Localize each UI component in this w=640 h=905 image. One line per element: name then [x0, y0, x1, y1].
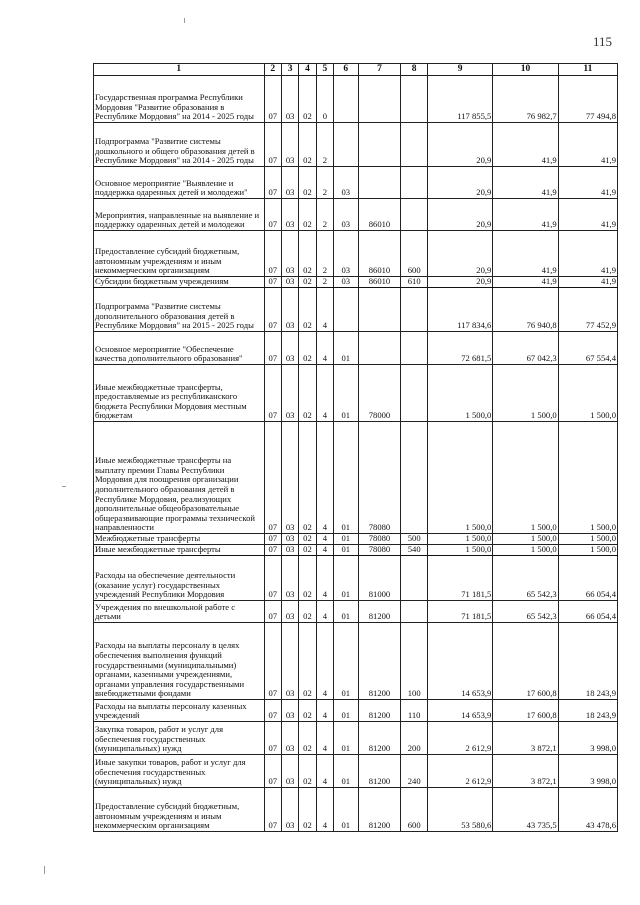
amount-cell: 1 500,0: [558, 422, 617, 534]
code-cell: 03: [281, 788, 298, 832]
row-name: Расходы на обеспечение деятельности (оказание услуг) государственных учреждений Республики Мордовия: [94, 556, 265, 601]
code-cell: 07: [264, 422, 281, 534]
code-cell: 2: [316, 199, 333, 231]
code-cell: 500: [401, 534, 428, 545]
code-cell: 03: [281, 288, 298, 332]
amount-cell: 67 554,4: [558, 332, 617, 365]
amount-cell: 20,9: [427, 231, 492, 277]
code-cell: 4: [316, 556, 333, 601]
amount-cell: 3 872,1: [493, 755, 558, 788]
column-header: 9: [427, 64, 492, 76]
code-cell: 03: [281, 422, 298, 534]
code-cell: 03: [281, 623, 298, 700]
code-cell: 81200: [358, 601, 401, 623]
code-cell: 81000: [358, 556, 401, 601]
code-cell: 03: [281, 76, 298, 123]
table-row: [94, 788, 618, 832]
amount-cell: 20,9: [427, 277, 492, 288]
code-cell: 0: [316, 76, 333, 123]
code-cell: [401, 332, 428, 365]
code-cell: 02: [299, 76, 316, 123]
code-cell: [401, 199, 428, 231]
code-cell: 03: [281, 601, 298, 623]
code-cell: 4: [316, 422, 333, 534]
code-cell: 07: [264, 556, 281, 601]
code-cell: 4: [316, 788, 333, 832]
table-row: [94, 123, 618, 167]
code-cell: 01: [334, 601, 359, 623]
amount-cell: 71 181,5: [427, 601, 492, 623]
scan-mark: [184, 18, 185, 23]
column-header: 6: [334, 64, 359, 76]
code-cell: 02: [299, 534, 316, 545]
table-row: [94, 601, 618, 623]
row-name: Подпрограмма "Развитие системы дошкольного и общего образования детей в Республике Мордовия" на 2014 - 2025 годы: [94, 123, 265, 167]
amount-cell: 66 054,4: [558, 556, 617, 601]
table-row: [94, 199, 618, 231]
amount-cell: 77 494,8: [558, 76, 617, 123]
amount-cell: 2 612,9: [427, 722, 492, 755]
amount-cell: 65 542,3: [493, 601, 558, 623]
table-row: [94, 556, 618, 601]
code-cell: 81200: [358, 623, 401, 700]
amount-cell: 53 580,6: [427, 788, 492, 832]
code-cell: 81200: [358, 700, 401, 722]
code-cell: 01: [334, 332, 359, 365]
amount-cell: 41,9: [493, 231, 558, 277]
amount-cell: 76 982,7: [493, 76, 558, 123]
amount-cell: 1 500,0: [493, 422, 558, 534]
code-cell: 03: [281, 534, 298, 545]
row-name: Расходы на выплаты персоналу в целях обеспечения выполнения функций государственными (муниципальными) органами, казенными учреждениями, органами управления государственными внебюджетными фондами: [94, 623, 265, 700]
code-cell: 07: [264, 277, 281, 288]
code-cell: [358, 123, 401, 167]
row-name: Субсидии бюджетным учреждениям: [94, 277, 265, 288]
amount-cell: 17 600,8: [493, 700, 558, 722]
code-cell: 03: [281, 199, 298, 231]
amount-cell: 20,9: [427, 199, 492, 231]
scan-mark: [62, 486, 66, 487]
code-cell: [401, 601, 428, 623]
amount-cell: 1 500,0: [427, 545, 492, 556]
budget-table: [93, 63, 618, 832]
code-cell: 03: [281, 277, 298, 288]
amount-cell: 41,9: [558, 277, 617, 288]
amount-cell: 71 181,5: [427, 556, 492, 601]
code-cell: 01: [334, 365, 359, 422]
row-name: Иные межбюджетные трансферты на выплату премии Главы Республики Мордовия для поощрения организации дополнительного образования детей в Республике Мордовия, реализующих дополнительные общеобразовательные общеразвивающие программы технической направленности: [94, 422, 265, 534]
code-cell: 200: [401, 722, 428, 755]
code-cell: 07: [264, 76, 281, 123]
column-header: 8: [401, 64, 428, 76]
code-cell: 01: [334, 623, 359, 700]
amount-cell: 1 500,0: [558, 534, 617, 545]
amount-cell: 66 054,4: [558, 601, 617, 623]
code-cell: [358, 167, 401, 199]
amount-cell: 1 500,0: [558, 365, 617, 422]
code-cell: [401, 123, 428, 167]
amount-cell: 1 500,0: [427, 365, 492, 422]
row-name: Основное мероприятие "Обеспечение качества дополнительного образования": [94, 332, 265, 365]
amount-cell: 41,9: [493, 277, 558, 288]
code-cell: 4: [316, 288, 333, 332]
row-name: Иные закупки товаров, работ и услуг для обеспечения государственных (муниципальных) нужд: [94, 755, 265, 788]
amount-cell: 41,9: [558, 231, 617, 277]
code-cell: 4: [316, 700, 333, 722]
code-cell: 02: [299, 231, 316, 277]
code-cell: [401, 288, 428, 332]
code-cell: 07: [264, 231, 281, 277]
table-row: [94, 545, 618, 556]
row-name: Государственная программа Республики Мордовия "Развитие образования в Республике Мордовия" на 2014 - 2025 годы: [94, 76, 265, 123]
code-cell: 02: [299, 332, 316, 365]
amount-cell: 41,9: [558, 123, 617, 167]
code-cell: 03: [281, 332, 298, 365]
code-cell: 4: [316, 601, 333, 623]
code-cell: 03: [281, 123, 298, 167]
code-cell: 07: [264, 623, 281, 700]
amount-cell: 77 452,9: [558, 288, 617, 332]
amount-cell: 41,9: [493, 167, 558, 199]
code-cell: [334, 123, 359, 167]
code-cell: 03: [281, 755, 298, 788]
code-cell: 07: [264, 601, 281, 623]
code-cell: 02: [299, 365, 316, 422]
amount-cell: 41,9: [493, 199, 558, 231]
code-cell: [334, 288, 359, 332]
amount-cell: 1 500,0: [427, 534, 492, 545]
table-row: [94, 534, 618, 545]
code-cell: 03: [281, 231, 298, 277]
row-name: Подпрограмма "Развитие системы дополнительного образования детей в Республике Мордовия" на 2015 - 2025 годы: [94, 288, 265, 332]
code-cell: 4: [316, 722, 333, 755]
code-cell: [401, 365, 428, 422]
code-cell: 02: [299, 422, 316, 534]
column-header: 7: [358, 64, 401, 76]
amount-cell: 1 500,0: [493, 534, 558, 545]
code-cell: 01: [334, 722, 359, 755]
table-row: [94, 755, 618, 788]
amount-cell: 1 500,0: [427, 422, 492, 534]
code-cell: 02: [299, 556, 316, 601]
code-cell: [358, 332, 401, 365]
table-row: [94, 277, 618, 288]
code-cell: 02: [299, 788, 316, 832]
code-cell: 07: [264, 722, 281, 755]
amount-cell: 18 243,9: [558, 700, 617, 722]
table-row: [94, 288, 618, 332]
table-row: [94, 365, 618, 422]
code-cell: 07: [264, 365, 281, 422]
amount-cell: 76 940,8: [493, 288, 558, 332]
code-cell: 02: [299, 722, 316, 755]
column-header: 1: [94, 64, 265, 76]
code-cell: 01: [334, 755, 359, 788]
amount-cell: 20,9: [427, 167, 492, 199]
amount-cell: 1 500,0: [493, 545, 558, 556]
code-cell: 2: [316, 277, 333, 288]
row-name: Иные межбюджетные трансферты: [94, 545, 265, 556]
page-number: 115: [593, 34, 613, 49]
code-cell: [401, 422, 428, 534]
code-cell: 03: [281, 365, 298, 422]
code-cell: 02: [299, 545, 316, 556]
code-cell: 2: [316, 123, 333, 167]
code-cell: 03: [281, 545, 298, 556]
code-cell: 02: [299, 277, 316, 288]
code-cell: 4: [316, 755, 333, 788]
code-cell: 03: [281, 700, 298, 722]
amount-cell: 43 735,5: [493, 788, 558, 832]
code-cell: [358, 76, 401, 123]
amount-cell: 18 243,9: [558, 623, 617, 700]
code-cell: 02: [299, 623, 316, 700]
header-row: [94, 64, 618, 76]
code-cell: 03: [281, 167, 298, 199]
code-cell: 86010: [358, 231, 401, 277]
code-cell: 78080: [358, 545, 401, 556]
code-cell: 07: [264, 545, 281, 556]
code-cell: 86010: [358, 199, 401, 231]
code-cell: [401, 167, 428, 199]
code-cell: 07: [264, 788, 281, 832]
code-cell: 01: [334, 556, 359, 601]
code-cell: 02: [299, 199, 316, 231]
amount-cell: 3 998,0: [558, 722, 617, 755]
row-name: Иные межбюджетные трансферты, предоставляемые из республиканского бюджета Республики Мордовия местным бюджетам: [94, 365, 265, 422]
code-cell: 07: [264, 700, 281, 722]
row-name: Мероприятия, направленные на выявление и поддержку одаренных детей и молодежи: [94, 199, 265, 231]
code-cell: 02: [299, 288, 316, 332]
code-cell: 01: [334, 534, 359, 545]
row-name: Расходы на выплаты персоналу казенных учреждений: [94, 700, 265, 722]
code-cell: 07: [264, 288, 281, 332]
code-cell: 07: [264, 123, 281, 167]
code-cell: 600: [401, 231, 428, 277]
code-cell: 81200: [358, 722, 401, 755]
table-row: [94, 231, 618, 277]
code-cell: 03: [334, 277, 359, 288]
code-cell: 02: [299, 755, 316, 788]
code-cell: 540: [401, 545, 428, 556]
code-cell: 600: [401, 788, 428, 832]
code-cell: 81200: [358, 788, 401, 832]
amount-cell: 41,9: [558, 199, 617, 231]
code-cell: 03: [281, 722, 298, 755]
code-cell: 07: [264, 534, 281, 545]
code-cell: 01: [334, 422, 359, 534]
amount-cell: 1 500,0: [493, 365, 558, 422]
code-cell: 03: [281, 556, 298, 601]
table-row: [94, 167, 618, 199]
code-cell: 100: [401, 623, 428, 700]
table-row: [94, 332, 618, 365]
amount-cell: 14 653,9: [427, 623, 492, 700]
row-name: Основное мероприятие "Выявление и поддержка одаренных детей и молодежи": [94, 167, 265, 199]
code-cell: 4: [316, 623, 333, 700]
amount-cell: 2 612,9: [427, 755, 492, 788]
amount-cell: 20,9: [427, 123, 492, 167]
row-name: Предоставление субсидий бюджетным, автономным учреждениям и иным некоммерческим организациям: [94, 231, 265, 277]
amount-cell: 117 855,5: [427, 76, 492, 123]
code-cell: 78080: [358, 534, 401, 545]
code-cell: 610: [401, 277, 428, 288]
code-cell: 4: [316, 545, 333, 556]
code-cell: 07: [264, 199, 281, 231]
row-name: Закупка товаров, работ и услуг для обеспечения государственных (муниципальных) нужд: [94, 722, 265, 755]
amount-cell: 67 042,3: [493, 332, 558, 365]
amount-cell: 117 834,6: [427, 288, 492, 332]
code-cell: 78080: [358, 422, 401, 534]
code-cell: 4: [316, 365, 333, 422]
code-cell: [401, 556, 428, 601]
table-row: [94, 722, 618, 755]
amount-cell: 3 872,1: [493, 722, 558, 755]
table-row: [94, 700, 618, 722]
code-cell: 78000: [358, 365, 401, 422]
column-header: 2: [264, 64, 281, 76]
code-cell: 02: [299, 167, 316, 199]
amount-cell: 41,9: [493, 123, 558, 167]
code-cell: 02: [299, 700, 316, 722]
row-name: Предоставление субсидий бюджетным, автономным учреждениям и иным некоммерческим организациям: [94, 788, 265, 832]
amount-cell: 43 478,6: [558, 788, 617, 832]
code-cell: 2: [316, 231, 333, 277]
code-cell: 4: [316, 332, 333, 365]
code-cell: 02: [299, 601, 316, 623]
code-cell: 07: [264, 755, 281, 788]
amount-cell: 72 681,5: [427, 332, 492, 365]
code-cell: 03: [334, 167, 359, 199]
amount-cell: 1 500,0: [558, 545, 617, 556]
code-cell: [334, 76, 359, 123]
scan-mark: [44, 866, 45, 874]
amount-cell: 14 653,9: [427, 700, 492, 722]
row-name: Межбюджетные трансферты: [94, 534, 265, 545]
column-header: 11: [558, 64, 617, 76]
table-row: [94, 76, 618, 123]
code-cell: 110: [401, 700, 428, 722]
code-cell: [401, 76, 428, 123]
amount-cell: 17 600,8: [493, 623, 558, 700]
code-cell: 07: [264, 167, 281, 199]
code-cell: 07: [264, 332, 281, 365]
code-cell: 01: [334, 545, 359, 556]
code-cell: 4: [316, 534, 333, 545]
code-cell: 2: [316, 167, 333, 199]
amount-cell: 41,9: [558, 167, 617, 199]
code-cell: 240: [401, 755, 428, 788]
amount-cell: 65 542,3: [493, 556, 558, 601]
code-cell: 01: [334, 700, 359, 722]
code-cell: 03: [334, 231, 359, 277]
code-cell: 02: [299, 123, 316, 167]
table-row: [94, 422, 618, 534]
code-cell: 86010: [358, 277, 401, 288]
column-header: 3: [281, 64, 298, 76]
column-header: 4: [299, 64, 316, 76]
row-name: Учреждения по внешкольной работе с детьми: [94, 601, 265, 623]
amount-cell: 3 998,0: [558, 755, 617, 788]
code-cell: 03: [334, 199, 359, 231]
column-header: 5: [316, 64, 333, 76]
code-cell: [358, 288, 401, 332]
table-row: [94, 623, 618, 700]
code-cell: 81200: [358, 755, 401, 788]
column-header: 10: [493, 64, 558, 76]
code-cell: 01: [334, 788, 359, 832]
